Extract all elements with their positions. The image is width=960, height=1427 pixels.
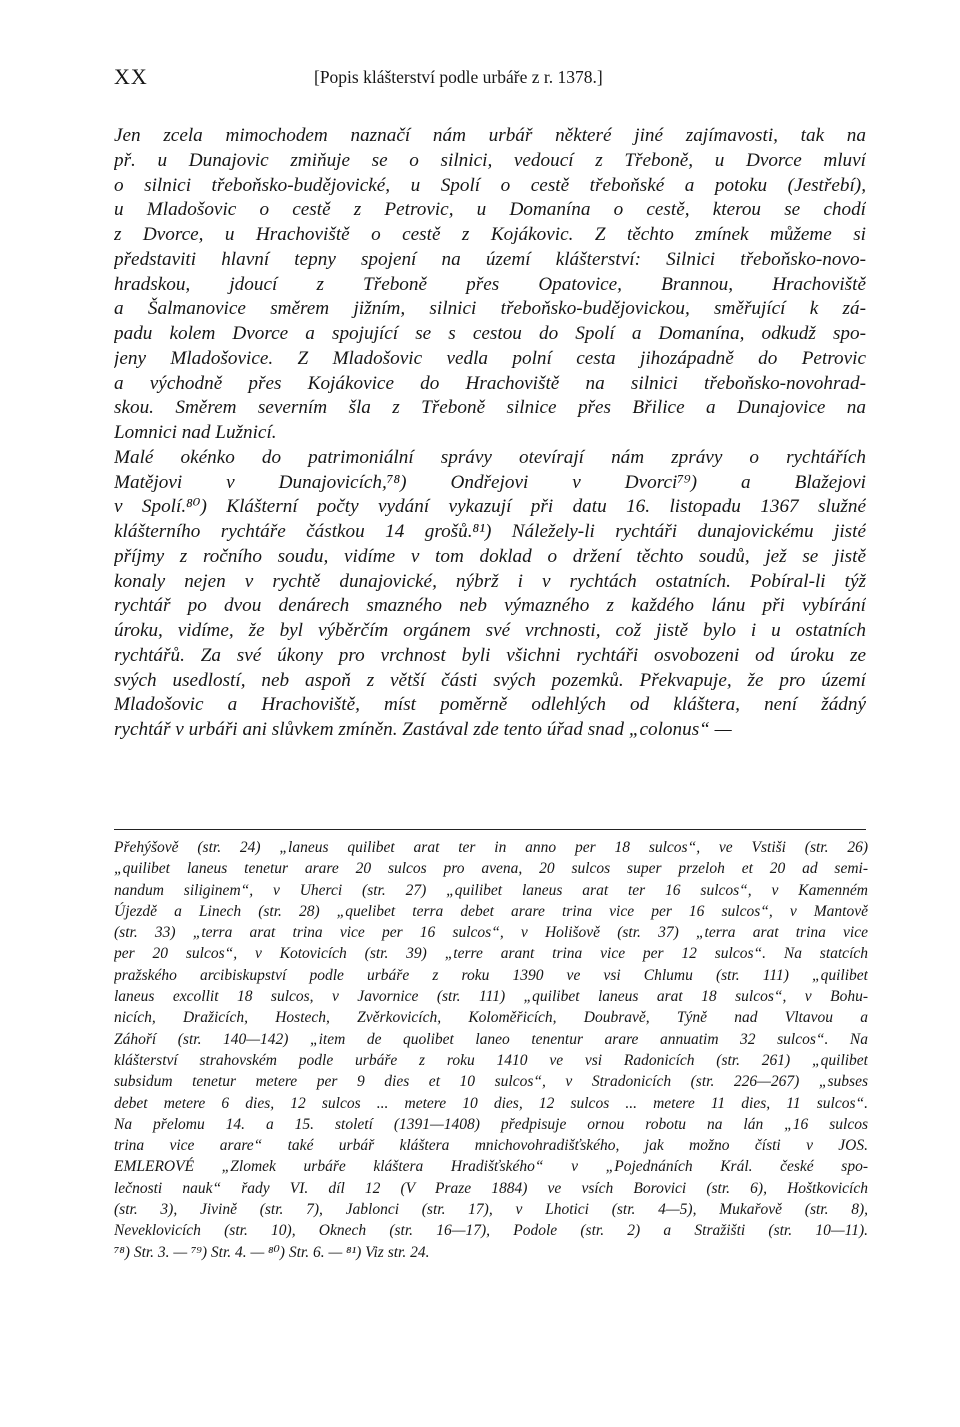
main-text-line: jeny Mladošovice. Z Mladošovic vedla polní cesta jihozápadně do Petrovic — [114, 347, 866, 369]
footnote-line: debet metere 6 dies, 12 sulcos ... metere 10 dies, 12 sulcos ... metere 11 dies, 11 sulcos“. — [114, 1094, 868, 1112]
main-text-line: př. u Dunajovic zmiňuje se o silnici, vedoucí z Třeboně, u Dvorce mluví — [114, 149, 866, 171]
main-text-line: úroku, vidíme, že byl výběrčím orgánem své vrchnosti, což jistě bylo i u ostatních — [114, 620, 866, 641]
main-text-line: padu kolem Dvorce a spojující se s cestou do Spolí a Domanína, odkudž spo- — [114, 323, 866, 344]
footnote-line: Na přelomu 14. a 15. století (1391—1408) předpisuje ornou robotu na lán „16 sulcos — [114, 1115, 868, 1133]
main-text-line: Matějovi v Dunajovicích,⁷⁸) Ondřejovi v Dvorci⁷⁹) a Blažejovi — [114, 471, 866, 493]
main-text-line: svých usedlostí, neb aspoň z větší části svých pozemků. Překvapuje, že pro území — [114, 669, 866, 691]
main-text-line: u Mladošovic o cestě z Petrovic, u Domanína o cestě, kterou se chodí — [114, 199, 866, 221]
main-text-line: představiti hlavní tepny spojení na území klášterství: Silnici třeboňsko-novo- — [114, 248, 866, 270]
footnote-line: Újezdě a Linech (str. 28) „quelibet terra debet arare trina vice per 16 sulcos“, v Mantově — [114, 902, 868, 920]
footnote-line: „quilibet laneus tenetur arare 20 sulcos pro avena, 20 sulcos super przeloh et 20 ad semi- — [114, 860, 868, 878]
footnote-line: lečnosti nauk“ řady VI. díl 12 (V Praze 1884) ve vsích Borovici (str. 6), Hoštkovicích — [114, 1179, 868, 1197]
footnote-line: (str. 33) „terra arat trina vice per 16 sulcos“, v Holišově (str. 37) „terra arat trina vice — [114, 924, 868, 942]
main-text-line: Jen zcela mimochodem naznačí nám urbář některé jiné zajímavosti, tak na — [114, 125, 866, 146]
footnote-line: trina vice arare“ také urbář kláštera mnichovohradišťského, jak možno čísti v JOS. — [114, 1137, 868, 1155]
main-text-line: rychtář po dvou denárech smazného neb výmazného z každého lánu při vybírání — [114, 595, 866, 617]
running-title: [Popis klášterství podle urbáře z r. 1378.] — [314, 67, 603, 87]
main-text-line: příjmy z ročního soudu, vidíme v tom doklad o držení těchto soudů, jež se jistě — [114, 545, 866, 567]
page-number: XX — [114, 64, 148, 89]
footnote-line: subsidum tenetur metere per 9 dies et 10 sulcos“, v Stradonicích (str. 226—267) „subses — [114, 1073, 868, 1091]
footnote-line: Neveklovicích (str. 10), Oknech (str. 16—17), Podole (str. 2) a Stražišti (str. 10—11). — [114, 1222, 868, 1240]
main-text-line: Malé okénko do patrimoniální správy otevírají nám zprávy o rychtářích — [114, 446, 866, 468]
footnote-line: nicích, Dražicích, Hostech, Zvěrkovicích, Koloměřicích, Doubravě, Týně nad Vltavou a — [114, 1009, 868, 1027]
footnote-line: nandum siliginem“, v Uherci (str. 27) „quilibet laneus arat ter 16 sulcos“, v Kamenném — [114, 881, 868, 899]
main-text-line: rychtářů. Za své úkony pro vrchnost byli všichni rychtáři osvobozeni od úroku ze — [114, 644, 866, 666]
main-text-line: z Dvorce, u Hrachoviště o cestě z Kojákovic. Z těchto zmínek můžeme si — [114, 224, 866, 245]
page-header — [114, 64, 864, 94]
main-text — [114, 124, 866, 743]
footnote-line: (str. 3), Jivině (str. 7), Jablonci (str. 17), v Lhotici (str. 4—5), Mukařově (str. 8), — [114, 1201, 868, 1219]
main-text-line: konaly nejen v rychtě dunajovické, nýbrž i v rychtách ostatních. Pobíral-li týž — [114, 570, 866, 592]
main-text-line: rychtář v urbáři ani slůvkem zmíněn. Zastával zde tento úřad snad „colonus“ — — [114, 719, 732, 740]
footnote-line: pražského arcibiskupství podle urbáře z roku 1390 ve vsi Chlumu (str. 111) „quilibet — [114, 966, 868, 984]
main-text-line: klášterního rychtáře částkou 14 grošů.⁸¹) Náležely-li rychtáři dunajovickému jisté — [114, 521, 866, 542]
main-text-line: a východně přes Kojákovice do Hrachoviště na silnici třeboňsko-novohrad- — [114, 372, 866, 394]
footnote-line: klášterství strahovském podle urbáře z roku 1410 ve vsi Radonicích (str. 261) „quilibet — [114, 1051, 868, 1069]
main-text-line: hradskou, jdoucí z Třeboně přes Opatovice, Brannou, Hrachoviště — [114, 273, 866, 295]
footnote-line: ⁷⁸) Str. 3. — ⁷⁹) Str. 4. — ⁸⁰) Str. 6. — ⁸¹) Viz str. 24. — [114, 1243, 430, 1261]
footnote-line: Přehýšově (str. 24) „laneus quilibet arat ter in anno per 18 sulcos“, ve Vstiši (str. 26) — [114, 839, 868, 856]
footnote-line: per 20 sulcos“, v Kotovicích (str. 39) „terre arant trina vice per 12 sulcos“. Na statcích — [114, 945, 868, 963]
footnote-line: EMLEROVÉ „Zlomek urbáře kláštera Hradišťského“ v „Pojednáních Král. české spo- — [114, 1158, 868, 1176]
main-text-line: v Spolí.⁸⁰) Klášterní počty vydání vykazují při datu 16. listopadu 1367 služné — [114, 496, 866, 518]
main-text-line: Mladošovic a Hrachoviště, míst poměrně odlehlých od kláštera, není žádný — [114, 694, 866, 716]
footnote-rule — [114, 829, 866, 830]
footnote-line: Záhoří (str. 140—142) „item de quolibet laneo tenentur arare annuatim 32 sulcos“. Na — [114, 1030, 868, 1048]
footnote-line: laneus excollit 18 sulcos, v Javornice (str. 111) „quilibet laneus arat 18 sulcos“, v Bohu- — [114, 988, 868, 1006]
footnotes — [114, 837, 868, 1263]
main-text-line: Lomnici nad Lužnicí. — [114, 422, 277, 443]
main-text-line: o silnici třeboňsko-budějovické, u Spolí o cestě třeboňské a potoku (Jestřebí), — [114, 174, 866, 196]
main-text-line: skou. Směrem severním šla z Třeboně silnice přes Břilice a Dunajovice na — [114, 397, 866, 419]
main-text-line: a Šalmanovice směrem jižním, silnici třeboňsko-budějovickou, směřující k zá- — [114, 298, 866, 320]
